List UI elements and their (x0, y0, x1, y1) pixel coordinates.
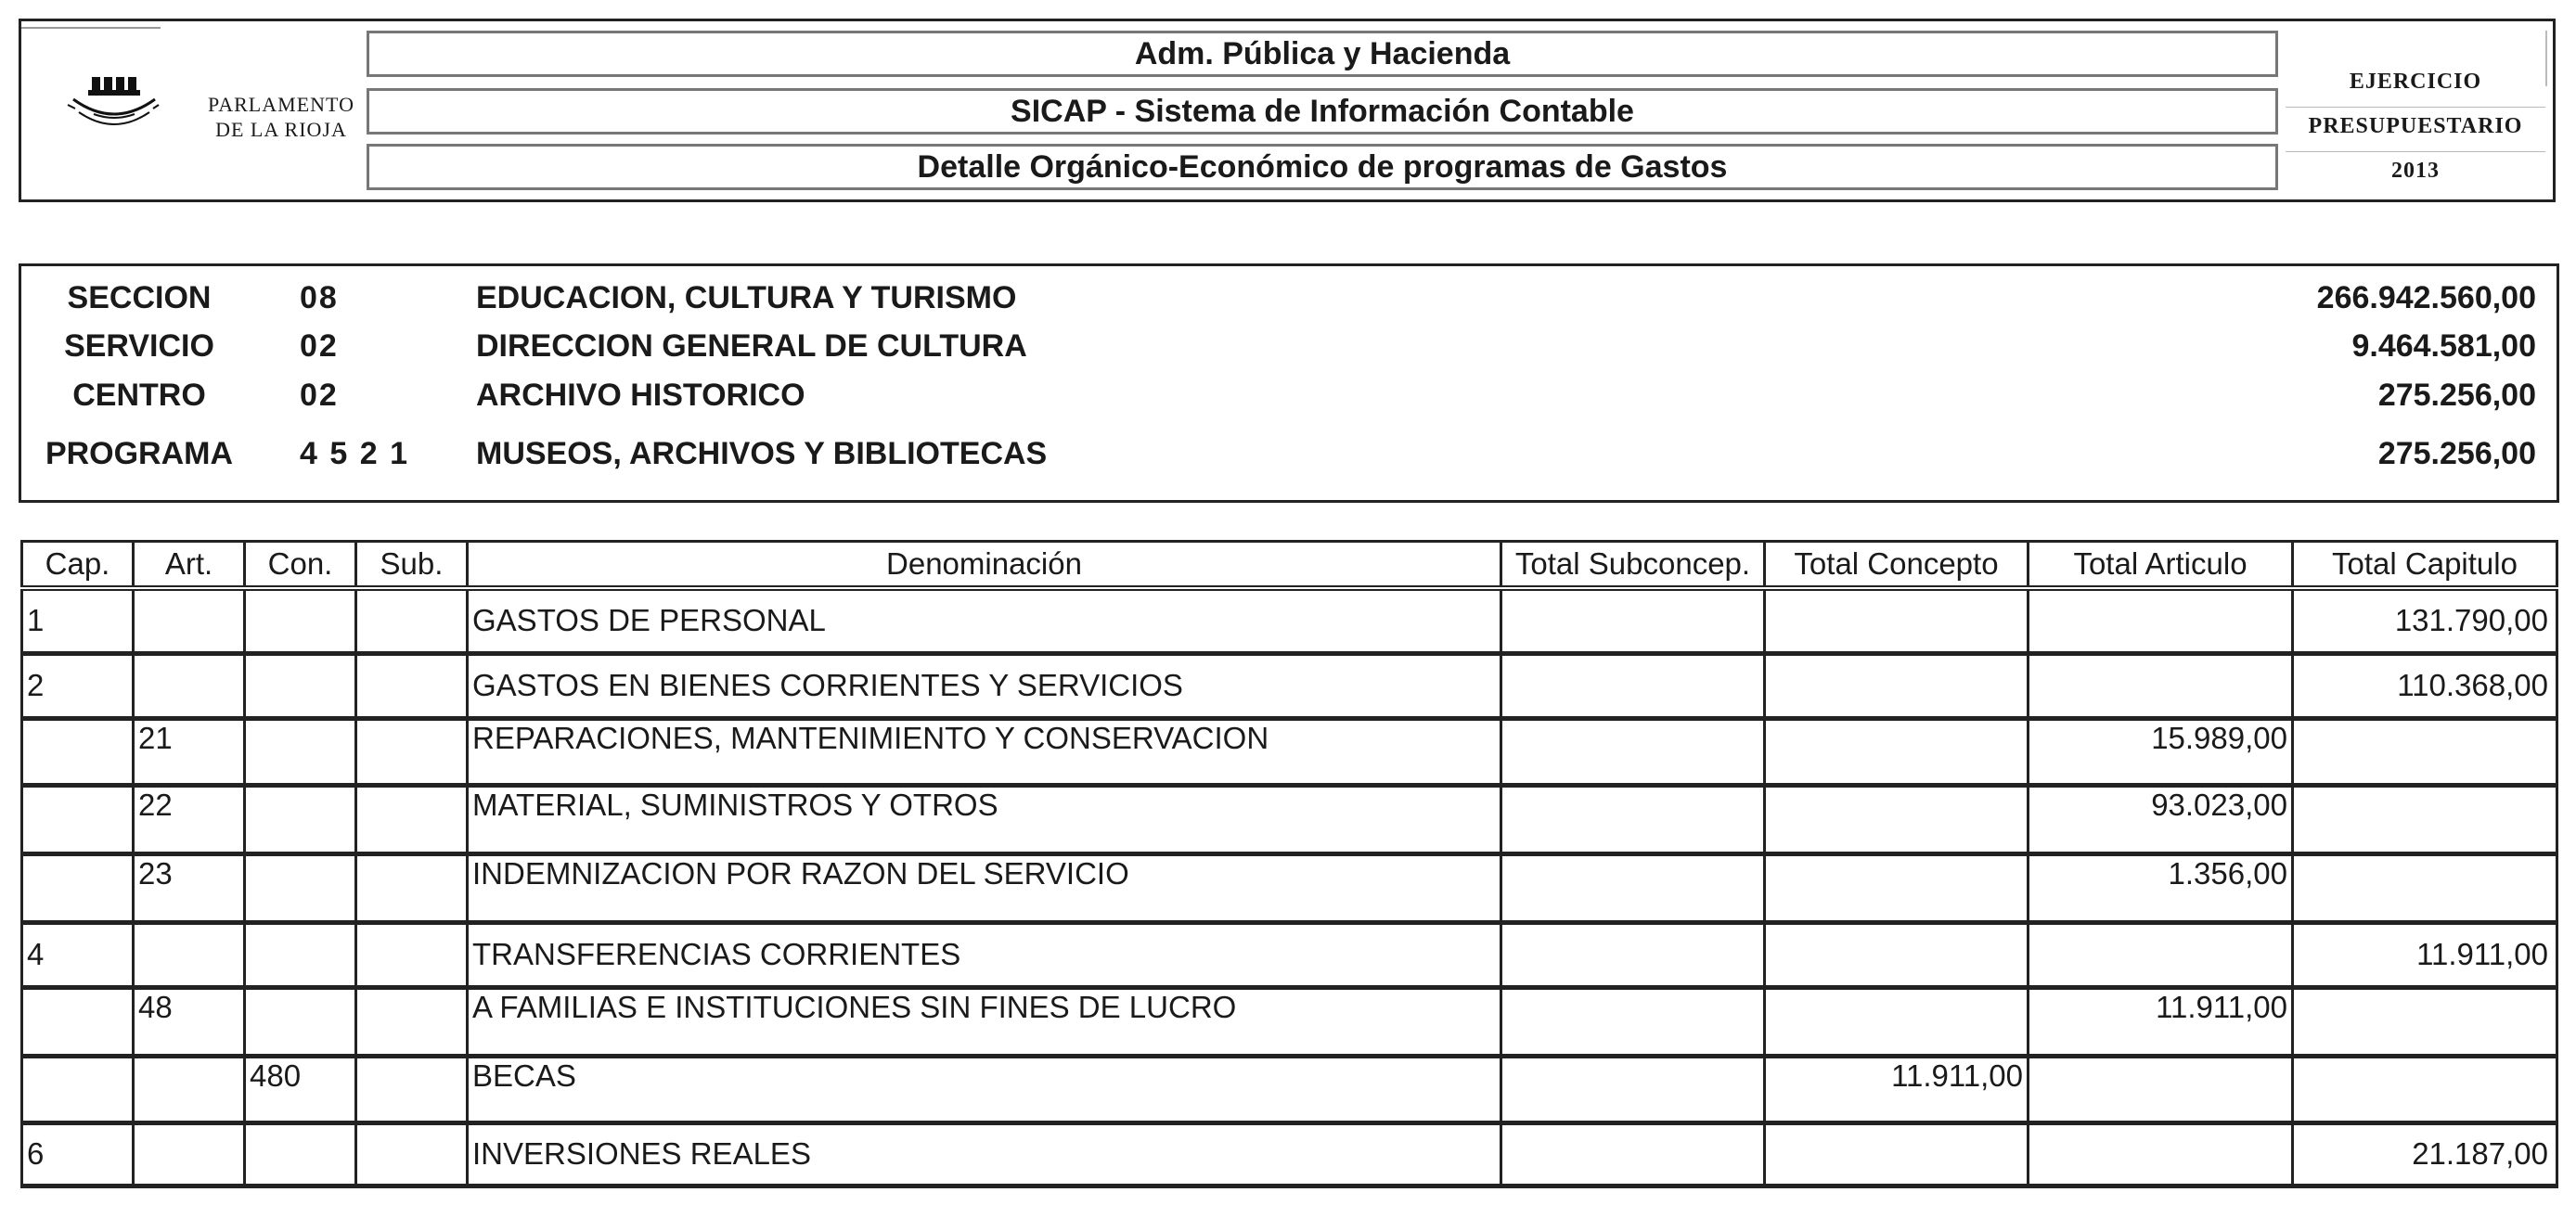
cell-denominacion: MATERIAL, SUMINISTROS Y OTROS (468, 785, 1501, 853)
cell-total-concepto (1765, 785, 2029, 853)
column-header-total-capitulo: Total Capitulo (2293, 542, 2557, 589)
cell-con (245, 785, 356, 853)
cell-total-concepto (1765, 987, 2029, 1056)
column-header-art: Art. (134, 542, 245, 589)
cell-total-subconcepto (1501, 785, 1765, 853)
cell-total-subconcepto (1501, 1056, 1765, 1122)
cell-sub (356, 1122, 468, 1186)
cell-con (245, 718, 356, 785)
cell-art (134, 1122, 245, 1186)
header-rule (21, 27, 161, 29)
parliament-emblem-icon (66, 68, 177, 142)
table-row (22, 1056, 2557, 1122)
table-row (22, 718, 2557, 785)
table-row (22, 922, 2557, 987)
cell-cap: 2 (22, 653, 134, 718)
cell-total-articulo (2029, 1056, 2293, 1122)
system-title: SICAP - Sistema de Información Contable (367, 88, 2278, 135)
cell-total-capitulo: 110.368,00 (2293, 653, 2557, 718)
cell-sub (356, 922, 468, 987)
table-row (22, 588, 2557, 653)
cell-denominacion: TRANSFERENCIAS CORRIENTES (468, 922, 1501, 987)
summary-label: SECCION (67, 280, 212, 315)
cell-total-capitulo: 131.790,00 (2293, 588, 2557, 653)
cell-total-subconcepto (1501, 588, 1765, 653)
cell-denominacion: A FAMILIAS E INSTITUCIONES SIN FINES DE LUCRO (468, 987, 1501, 1056)
summary-amount: 9.464.581,00 (2351, 328, 2536, 364)
cell-total-capitulo: 21.187,00 (2293, 1122, 2557, 1186)
cell-denominacion: GASTOS DE PERSONAL (468, 588, 1501, 653)
cell-total-capitulo (2293, 853, 2557, 922)
cell-con (245, 653, 356, 718)
cell-total-concepto (1765, 853, 2029, 922)
cell-art: 23 (134, 853, 245, 922)
department-title: Adm. Pública y Hacienda (367, 31, 2278, 77)
summary-amount: 275.256,00 (2377, 436, 2536, 471)
org-name-line1: PARLAMENTO (208, 93, 354, 116)
cell-con (245, 588, 356, 653)
cell-total-articulo: 11.911,00 (2029, 987, 2293, 1056)
cell-total-capitulo (2293, 987, 2557, 1056)
column-header-cap: Cap. (22, 542, 134, 589)
summary-label: PROGRAMA (45, 436, 234, 471)
cell-total-concepto (1765, 653, 2029, 718)
cell-cap (22, 785, 134, 853)
fiscal-year-label-1: EJERCICIO (2349, 70, 2482, 94)
cell-sub (356, 653, 468, 718)
column-header-con: Con. (245, 542, 356, 589)
table-header-row (22, 542, 2557, 589)
summary-amount: 266.942.560,00 (2316, 280, 2536, 315)
cell-total-concepto (1765, 1122, 2029, 1186)
cell-denominacion: INDEMNIZACION POR RAZON DEL SERVICIO (468, 853, 1501, 922)
cell-denominacion: BECAS (468, 1056, 1501, 1122)
fiscal-year-divider (2286, 107, 2545, 108)
summary-code: 4 5 2 1 (300, 436, 409, 471)
cell-denominacion: GASTOS EN BIENES CORRIENTES Y SERVICIOS (468, 653, 1501, 718)
cell-cap (22, 1056, 134, 1122)
column-header-total-articulo: Total Articulo (2029, 542, 2293, 589)
cell-total-capitulo: 11.911,00 (2293, 922, 2557, 987)
summary-description: ARCHIVO HISTORICO (476, 378, 805, 413)
cell-art (134, 922, 245, 987)
fiscal-year-value: 2013 (2391, 159, 2440, 183)
cell-total-articulo (2029, 653, 2293, 718)
cell-con (245, 1122, 356, 1186)
cell-total-articulo (2029, 1122, 2293, 1186)
cell-total-articulo: 93.023,00 (2029, 785, 2293, 853)
cell-sub (356, 853, 468, 922)
cell-total-articulo: 15.989,00 (2029, 718, 2293, 785)
cell-sub (356, 785, 468, 853)
cell-art (134, 653, 245, 718)
summary-row-centro (21, 375, 2557, 416)
cell-total-subconcepto (1501, 653, 1765, 718)
cell-sub (356, 1056, 468, 1122)
cell-sub (356, 987, 468, 1056)
summary-row-seccion (21, 277, 2557, 318)
fiscal-year-label-2: PRESUPUESTARIO (2308, 114, 2523, 138)
summary-description: DIRECCION GENERAL DE CULTURA (476, 328, 1027, 364)
cell-total-concepto: 11.911,00 (1765, 1056, 2029, 1122)
cell-total-subconcepto (1501, 922, 1765, 987)
cell-total-subconcepto (1501, 987, 1765, 1056)
cell-total-subconcepto (1501, 1122, 1765, 1186)
cell-art: 48 (134, 987, 245, 1056)
cell-total-concepto (1765, 718, 2029, 785)
summary-description: MUSEOS, ARCHIVOS Y BIBLIOTECAS (476, 436, 1048, 471)
table-row (22, 987, 2557, 1056)
column-header-sub: Sub. (356, 542, 468, 589)
table-row (22, 785, 2557, 853)
cell-total-articulo (2029, 922, 2293, 987)
cell-cap: 1 (22, 588, 134, 653)
table-row (22, 853, 2557, 922)
cell-total-articulo: 1.356,00 (2029, 853, 2293, 922)
table-row (22, 653, 2557, 718)
cell-art (134, 588, 245, 653)
summary-row-programa (21, 433, 2557, 474)
cell-cap: 4 (22, 922, 134, 987)
fiscal-year-block (2286, 31, 2545, 194)
report-title: Detalle Orgánico-Económico de programas de Gastos (367, 144, 2278, 190)
cell-total-capitulo (2293, 718, 2557, 785)
summary-row-servicio (21, 326, 2557, 366)
cell-art: 22 (134, 785, 245, 853)
expense-detail-table (20, 540, 2558, 1188)
cell-total-subconcepto (1501, 718, 1765, 785)
cell-cap (22, 987, 134, 1056)
cell-art (134, 1056, 245, 1122)
cell-cap (22, 853, 134, 922)
org-name-line2: DE LA RIOJA (215, 118, 347, 141)
cell-total-articulo (2029, 588, 2293, 653)
cell-art: 21 (134, 718, 245, 785)
parliament-logo (49, 68, 365, 170)
fiscal-year-divider (2286, 151, 2545, 152)
cell-con (245, 922, 356, 987)
summary-label: CENTRO (72, 378, 206, 413)
cell-total-capitulo (2293, 1056, 2557, 1122)
header-divider (2545, 31, 2547, 86)
cell-total-concepto (1765, 588, 2029, 653)
summary-amount: 275.256,00 (2377, 378, 2536, 413)
cell-con (245, 987, 356, 1056)
org-name (188, 92, 374, 142)
cell-sub (356, 718, 468, 785)
cell-con: 480 (245, 1056, 356, 1122)
cell-denominacion: REPARACIONES, MANTENIMIENTO Y CONSERVACION (468, 718, 1501, 785)
summary-label: SERVICIO (64, 328, 214, 364)
summary-description: EDUCACION, CULTURA Y TURISMO (476, 280, 1017, 315)
summary-code: 02 (300, 328, 339, 364)
column-header-denominacion: Denominación (468, 542, 1501, 589)
column-header-total-subconcepto: Total Subconcep. (1501, 542, 1765, 589)
summary-code: 08 (300, 280, 339, 315)
column-header-total-concepto: Total Concepto (1765, 542, 2029, 589)
cell-con (245, 853, 356, 922)
cell-denominacion: INVERSIONES REALES (468, 1122, 1501, 1186)
cell-cap: 6 (22, 1122, 134, 1186)
cell-total-concepto (1765, 922, 2029, 987)
report-header (19, 19, 2556, 202)
cell-sub (356, 588, 468, 653)
cell-total-capitulo (2293, 785, 2557, 853)
cell-cap (22, 718, 134, 785)
cell-total-subconcepto (1501, 853, 1765, 922)
table-row (22, 1122, 2557, 1186)
program-summary (19, 263, 2559, 503)
summary-code: 02 (300, 378, 339, 413)
